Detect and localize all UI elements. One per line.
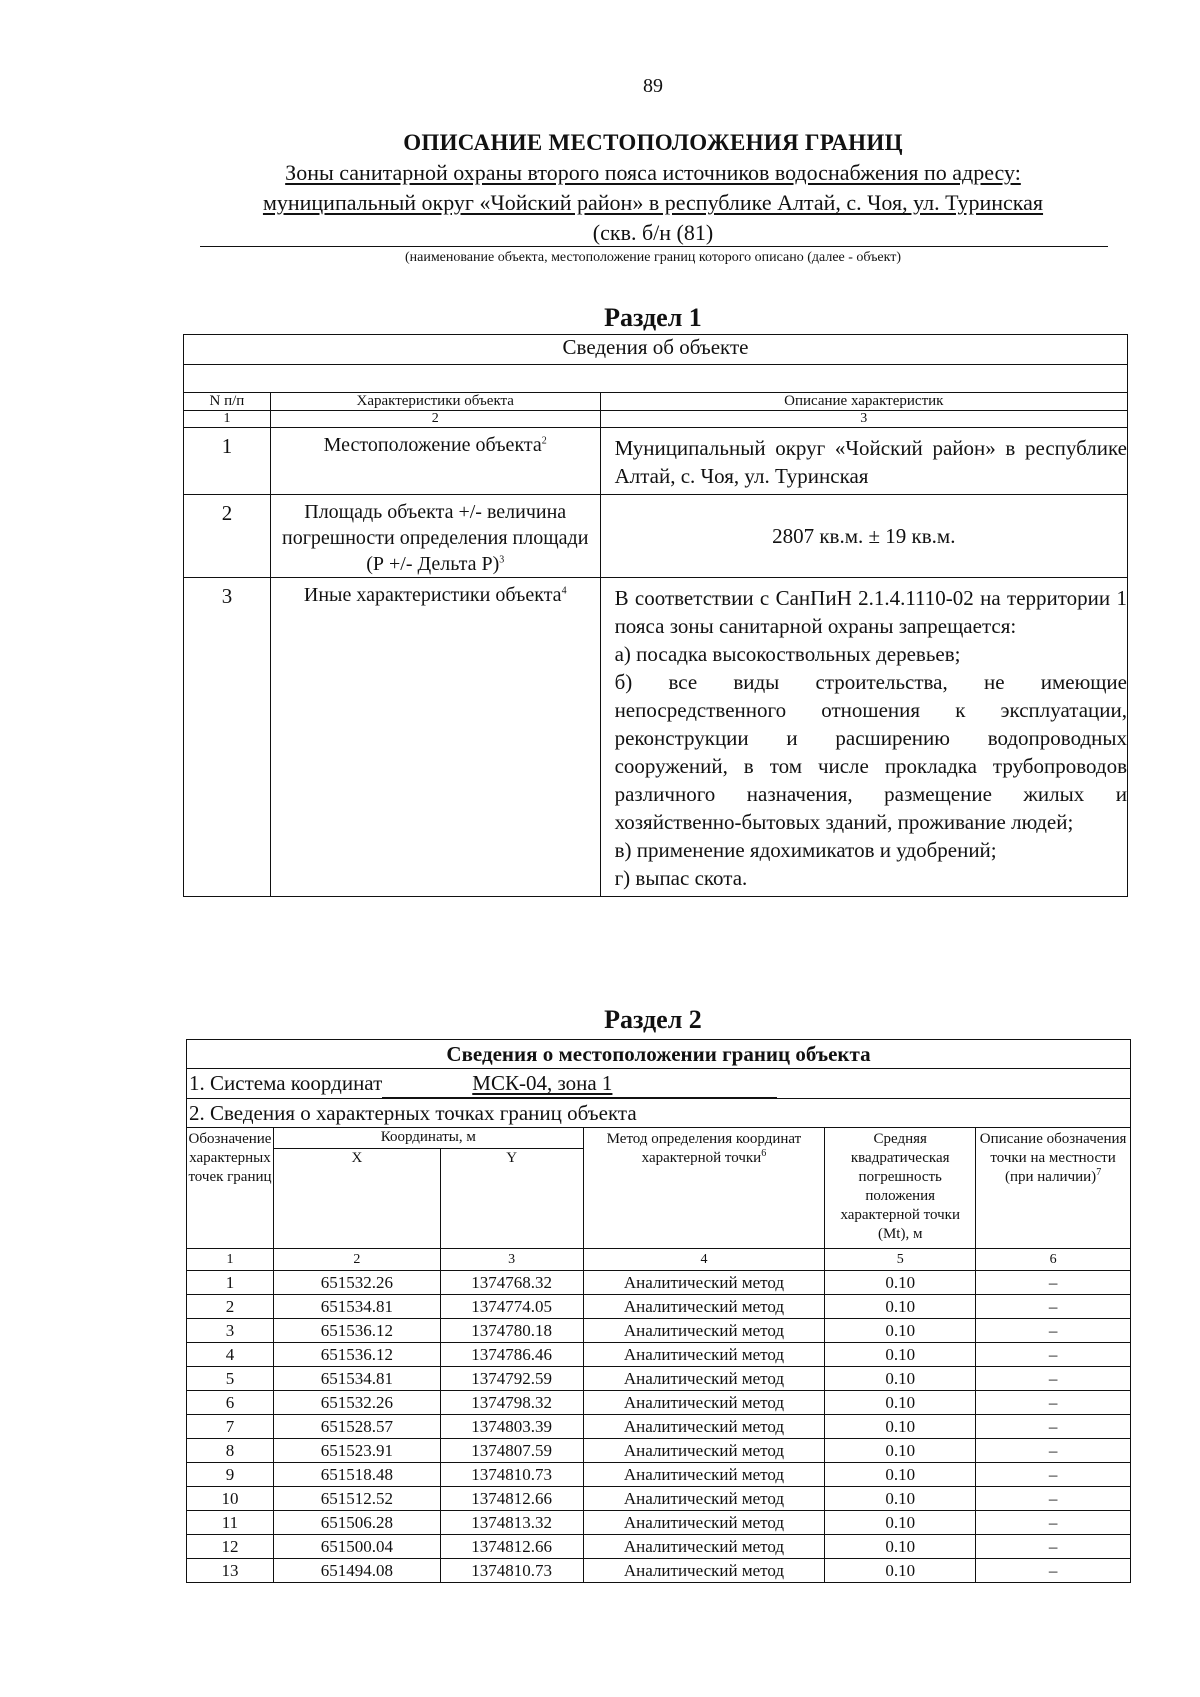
point-description: – (976, 1559, 1131, 1583)
header-coordinates: Координаты, м (273, 1128, 583, 1149)
point-x: 651536.12 (273, 1343, 440, 1367)
header-number: 1 (184, 411, 271, 428)
point-method: Аналитический метод (583, 1487, 825, 1511)
header-number: 6 (976, 1249, 1131, 1271)
description-item: г) выпас скота. (614, 866, 748, 890)
point-description: – (976, 1343, 1131, 1367)
table-row (187, 1295, 1131, 1319)
footnote-mark: 3 (499, 554, 505, 566)
section-2-heading: Раздел 2 (604, 1005, 702, 1034)
table-row (187, 1319, 1131, 1343)
point-description: – (976, 1511, 1131, 1535)
point-x: 651500.04 (273, 1535, 440, 1559)
header-number: 2 (273, 1249, 440, 1271)
point-y: 1374774.05 (440, 1295, 583, 1319)
point-x: 651512.52 (273, 1487, 440, 1511)
point-y: 1374786.46 (440, 1343, 583, 1367)
table-row (187, 1391, 1131, 1415)
point-mt: 0.10 (825, 1487, 976, 1511)
point-description: – (976, 1439, 1131, 1463)
characteristic-text: Иные характеристики объекта (303, 584, 562, 606)
point-id: 7 (187, 1415, 274, 1439)
point-mt: 0.10 (825, 1319, 976, 1343)
point-y: 1374792.59 (440, 1367, 583, 1391)
header-number: 2 (270, 411, 600, 428)
point-description: – (976, 1367, 1131, 1391)
point-y: 1374812.66 (440, 1487, 583, 1511)
header-method-text: Метод определения координат характерной точки (606, 1131, 802, 1166)
footnote-mark: 2 (541, 435, 547, 447)
point-mt: 0.10 (825, 1391, 976, 1415)
characteristic-text: Площадь объекта +/- величина погрешности определения площади (Р +/- Дельта Р) (282, 501, 589, 575)
point-description: – (976, 1319, 1131, 1343)
table-row (187, 1343, 1131, 1367)
header-number: 5 (825, 1249, 976, 1271)
table-row (184, 578, 1128, 897)
title-underline-rule (200, 246, 1108, 247)
point-x: 651528.57 (273, 1415, 440, 1439)
point-description: – (976, 1391, 1131, 1415)
table-row (187, 1559, 1131, 1583)
row-description: 2807 кв.м. ± 19 кв.м. (600, 495, 1127, 578)
point-id: 6 (187, 1391, 274, 1415)
table-row (187, 1271, 1131, 1295)
point-id: 3 (187, 1319, 274, 1343)
header-number: 4 (583, 1249, 825, 1271)
object-info-caption: Сведения об объекте (184, 335, 1128, 365)
row-number: 3 (184, 578, 271, 897)
row-characteristic (270, 428, 600, 495)
point-mt: 0.10 (825, 1295, 976, 1319)
point-id: 13 (187, 1559, 274, 1583)
header-error: Средняя квадратическая погрешность положения характерной точки (Mt), м (825, 1128, 976, 1249)
point-id: 1 (187, 1271, 274, 1295)
point-id: 10 (187, 1487, 274, 1511)
table-row (187, 1415, 1131, 1439)
point-description: – (976, 1487, 1131, 1511)
point-mt: 0.10 (825, 1415, 976, 1439)
point-mt: 0.10 (825, 1463, 976, 1487)
characteristic-text: Местоположение объекта (323, 434, 542, 456)
description-item: б) все виды строительства, не имеющие непосредственного отношения к эксплуатации, реконструкции и расширению водопроводных сооружений, в том числе прокладка трубопроводов различного назначения, размещение жилых и хозяйственно-бытовых зданий, проживание людей; (614, 670, 1127, 834)
point-method: Аналитический метод (583, 1511, 825, 1535)
point-x: 651506.28 (273, 1511, 440, 1535)
point-method: Аналитический метод (583, 1415, 825, 1439)
point-x: 651536.12 (273, 1319, 440, 1343)
row-characteristic (270, 495, 600, 578)
footnote-mark: 6 (761, 1148, 767, 1159)
point-method: Аналитический метод (583, 1463, 825, 1487)
title-caption: (наименование объекта, местоположение границ которого описано (далее - объект) (404, 250, 902, 265)
point-x: 651523.91 (273, 1439, 440, 1463)
footnote-mark: 4 (561, 585, 567, 597)
object-info-table (183, 334, 1128, 897)
point-y: 1374812.66 (440, 1535, 583, 1559)
point-description: – (976, 1415, 1131, 1439)
point-method: Аналитический метод (583, 1391, 825, 1415)
row-number: 2 (184, 495, 271, 578)
point-method: Аналитический метод (583, 1559, 825, 1583)
header-characteristic: Характеристики объекта (270, 393, 600, 411)
point-mt: 0.10 (825, 1559, 976, 1583)
header-number: 3 (440, 1249, 583, 1271)
point-id: 8 (187, 1439, 274, 1463)
point-mt: 0.10 (825, 1367, 976, 1391)
point-mt: 0.10 (825, 1535, 976, 1559)
table-row (187, 1487, 1131, 1511)
point-x: 651534.81 (273, 1295, 440, 1319)
point-description: – (976, 1463, 1131, 1487)
point-method: Аналитический метод (583, 1535, 825, 1559)
header-n: N п/п (184, 393, 271, 411)
table-row (184, 428, 1128, 495)
point-y: 1374810.73 (440, 1559, 583, 1583)
crs-value: МСК-04, зона 1 (472, 1071, 613, 1095)
point-mt: 0.10 (825, 1439, 976, 1463)
point-id: 2 (187, 1295, 274, 1319)
header-desc-text: Описание обозначения точки на местности (при наличии) (979, 1131, 1127, 1185)
point-x: 651532.26 (273, 1391, 440, 1415)
table-row (187, 1511, 1131, 1535)
row-characteristic (270, 578, 600, 897)
point-id: 4 (187, 1343, 274, 1367)
point-id: 12 (187, 1535, 274, 1559)
point-description: – (976, 1535, 1131, 1559)
point-y: 1374780.18 (440, 1319, 583, 1343)
point-mt: 0.10 (825, 1511, 976, 1535)
table-header-row (187, 1128, 1131, 1149)
point-description: – (976, 1295, 1131, 1319)
crs-row (187, 1069, 1131, 1099)
header-method (583, 1128, 825, 1249)
point-id: 9 (187, 1463, 274, 1487)
header-numbers-row (184, 411, 1128, 428)
point-method: Аналитический метод (583, 1367, 825, 1391)
page-number: 89 (643, 75, 663, 97)
table-row (187, 1367, 1131, 1391)
subtitle-line-3: (скв. б/н (81) (592, 220, 714, 245)
point-id: 11 (187, 1511, 274, 1535)
header-number: 1 (187, 1249, 274, 1271)
row-description (600, 578, 1127, 897)
boundary-points-table (186, 1039, 1131, 1583)
document-title: ОПИСАНИЕ МЕСТОПОЛОЖЕНИЯ ГРАНИЦ (403, 130, 903, 155)
table-row (184, 495, 1128, 578)
table-row (187, 1439, 1131, 1463)
header-x: X (273, 1149, 440, 1249)
points-body (187, 1271, 1131, 1583)
header-y: Y (440, 1149, 583, 1249)
header-description: Описание характеристик (600, 393, 1127, 411)
subtitle-line-1: Зоны санитарной охраны второго пояса источников водоснабжения по адресу: (285, 160, 1021, 185)
footnote-mark: 7 (1096, 1167, 1102, 1178)
point-method: Аналитический метод (583, 1439, 825, 1463)
description-intro: В соответствии с СанПиН 2.1.4.1110-02 на территории 1 пояса зоны санитарной охраны запрещается: (614, 586, 1127, 638)
point-method: Аналитический метод (583, 1343, 825, 1367)
point-y: 1374798.32 (440, 1391, 583, 1415)
section-1-heading: Раздел 1 (604, 303, 702, 332)
blank-row (184, 365, 1128, 393)
point-method: Аналитический метод (583, 1319, 825, 1343)
point-x: 651534.81 (273, 1367, 440, 1391)
row-description: Муниципальный округ «Чойский район» в республике Алтай, с. Чоя, ул. Туринская (600, 428, 1127, 495)
point-y: 1374803.39 (440, 1415, 583, 1439)
point-x: 651518.48 (273, 1463, 440, 1487)
point-y: 1374807.59 (440, 1439, 583, 1463)
row-number: 1 (184, 428, 271, 495)
header-numbers-row (187, 1249, 1131, 1271)
description-item: а) посадка высокоствольных деревьев; (614, 642, 961, 666)
points-label: 2. Сведения о характерных точках границ объекта (187, 1099, 1131, 1128)
description-item: в) применение ядохимикатов и удобрений; (614, 838, 997, 862)
crs-label: 1. Система координат (189, 1071, 383, 1095)
point-mt: 0.10 (825, 1271, 976, 1295)
point-mt: 0.10 (825, 1343, 976, 1367)
point-y: 1374768.32 (440, 1271, 583, 1295)
point-id: 5 (187, 1367, 274, 1391)
header-number: 3 (600, 411, 1127, 428)
point-y: 1374813.32 (440, 1511, 583, 1535)
point-description: – (976, 1271, 1131, 1295)
point-y: 1374810.73 (440, 1463, 583, 1487)
subtitle-line-2: муниципальный округ «Чойский район» в республике Алтай, с. Чоя, ул. Туринская (262, 190, 1044, 215)
table-row (187, 1535, 1131, 1559)
table-header-row (184, 393, 1128, 411)
header-designation: Обозначение характерных точек границ (187, 1128, 274, 1249)
point-x: 651532.26 (273, 1271, 440, 1295)
point-method: Аналитический метод (583, 1295, 825, 1319)
header-point-description (976, 1128, 1131, 1249)
point-x: 651494.08 (273, 1559, 440, 1583)
point-method: Аналитический метод (583, 1271, 825, 1295)
table-row (187, 1463, 1131, 1487)
boundary-caption: Сведения о местоположении границ объекта (187, 1040, 1131, 1069)
